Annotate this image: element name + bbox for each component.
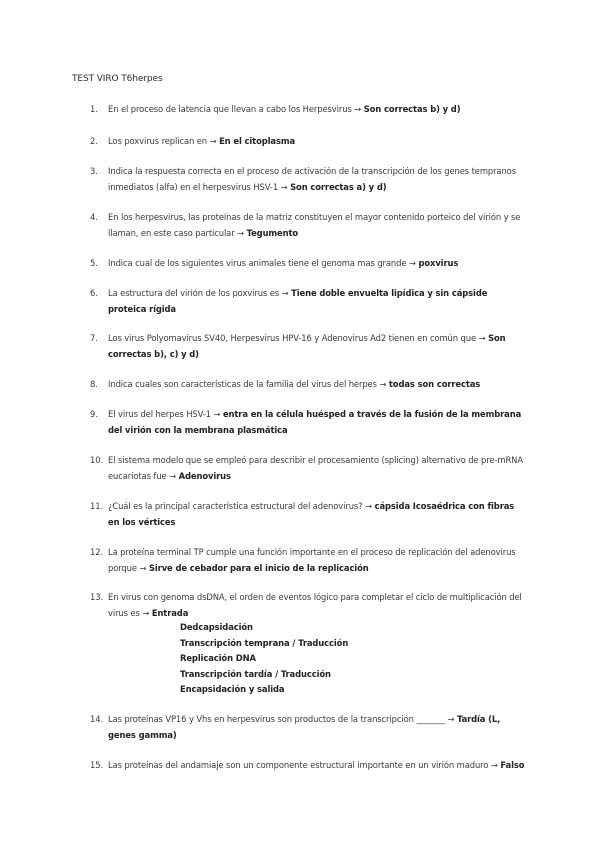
question-answer: Son correctas b), c) y d) xyxy=(108,333,506,359)
question-number: 7. xyxy=(90,333,98,343)
question-text: Los poxvirus replican en → xyxy=(108,136,220,146)
question-number: 15. xyxy=(90,760,104,770)
question-text: El virus del herpes HSV-1 → xyxy=(108,409,223,419)
question-text: En los herpesvirus, las proteínas de la matriz constituyen el mayor contenido porteico del virión y se llaman, en este caso particular → xyxy=(108,212,521,238)
q13-step: Replicación DNA xyxy=(180,653,256,663)
question-answer: Entrada xyxy=(151,608,189,618)
question-answer: Son correctas a) y d) xyxy=(290,182,387,192)
question-answer: poxvirus xyxy=(418,258,459,268)
q13-step: Encapsidación y salida xyxy=(180,684,285,694)
question-answer: Falso xyxy=(500,760,525,770)
q13-step: Transcripción temprana / Traducción xyxy=(180,637,349,648)
question-answer: Sirve de cebador para el inicio de la replicación xyxy=(148,563,369,573)
question-answer: Tardía (L, genes gamma) xyxy=(108,714,501,740)
question-number: 4. xyxy=(90,212,98,222)
question-answer: Tegumento xyxy=(246,228,299,238)
question-number: 5. xyxy=(90,258,98,268)
question-answer: cápsida Icosaédrica con fibras en los vértices xyxy=(108,501,515,527)
question-number: 10. xyxy=(90,455,104,465)
question-text: Indica la respuesta correcta en el proceso de activación de la transcripción de los genes tempranos inmediatos (alfa) en el herpesvirus HSV-1 → xyxy=(108,166,516,192)
q13-step: Transcripción tardía / Traducción xyxy=(180,668,331,679)
question-number: 14. xyxy=(90,714,104,724)
question-text: En virus con genoma dsDNA, el orden de eventos lógico para completar el ciclo de multiplicación del virus es → xyxy=(108,592,522,618)
question-answer: Tiene doble envuelta lipídica y sin cápside proteica rígida xyxy=(108,288,488,314)
question-text: El sistema modelo que se empleó para describir el procesamiento (splicing) alternativo de pre-mRNA eucariotas fue → xyxy=(108,455,523,481)
question-text: La proteína terminal TP cumple una función importante en el proceso de replicación del adenovirus porque → xyxy=(108,547,516,573)
question-text: Indica cual de los siguientes virus animales tiene el genoma mas grande → xyxy=(108,258,419,268)
question-number: 2. xyxy=(90,136,98,146)
q13-step: Dedcapsidación xyxy=(180,622,253,632)
question-number: 6. xyxy=(90,288,98,298)
question-answer: En el citoplasma xyxy=(219,136,296,146)
question-text: ¿Cuál es la principal característica estructural del adenovirus? → xyxy=(108,501,375,511)
question-number: 1. xyxy=(90,104,98,114)
question-number: 3. xyxy=(90,166,98,176)
document-title: TEST VIRO T6herpes xyxy=(72,74,163,84)
question-text: Los virus Polyomavirus SV40, Herpesvirus HPV-16 y Adenovirus Ad2 tienen en común que → xyxy=(108,333,489,343)
question-text: Las proteínas VP16 y Vhs en herpesvirus son productos de la transcripción _______ → xyxy=(108,714,458,724)
question-text: La estructura del virión de los poxvirus es → xyxy=(108,288,292,298)
question-answer: todas son correctas xyxy=(388,379,481,389)
question-number: 12. xyxy=(90,547,104,557)
question-number: 9. xyxy=(90,409,98,419)
question-answer: Son correctas b) y d) xyxy=(363,104,461,114)
question-answer: entra en la célula huésped a través de la fusión de la membrana del virión con la membrana plasmática xyxy=(108,409,522,435)
question-answer: Adenovirus xyxy=(178,471,231,481)
question-text: Indica cuales son características de la familia del virus del herpes → xyxy=(108,379,389,389)
q13-steps-list xyxy=(180,620,348,698)
question-text: En el proceso de latencia que llevan a cabo los Herpesvirus → xyxy=(108,104,364,114)
question-number: 8. xyxy=(90,379,98,389)
question-number: 13. xyxy=(90,592,104,602)
question-text: Las proteínas del andamiaje son un componente estructural importante en un virión maduro → xyxy=(108,760,501,770)
question-number: 11. xyxy=(90,501,104,511)
